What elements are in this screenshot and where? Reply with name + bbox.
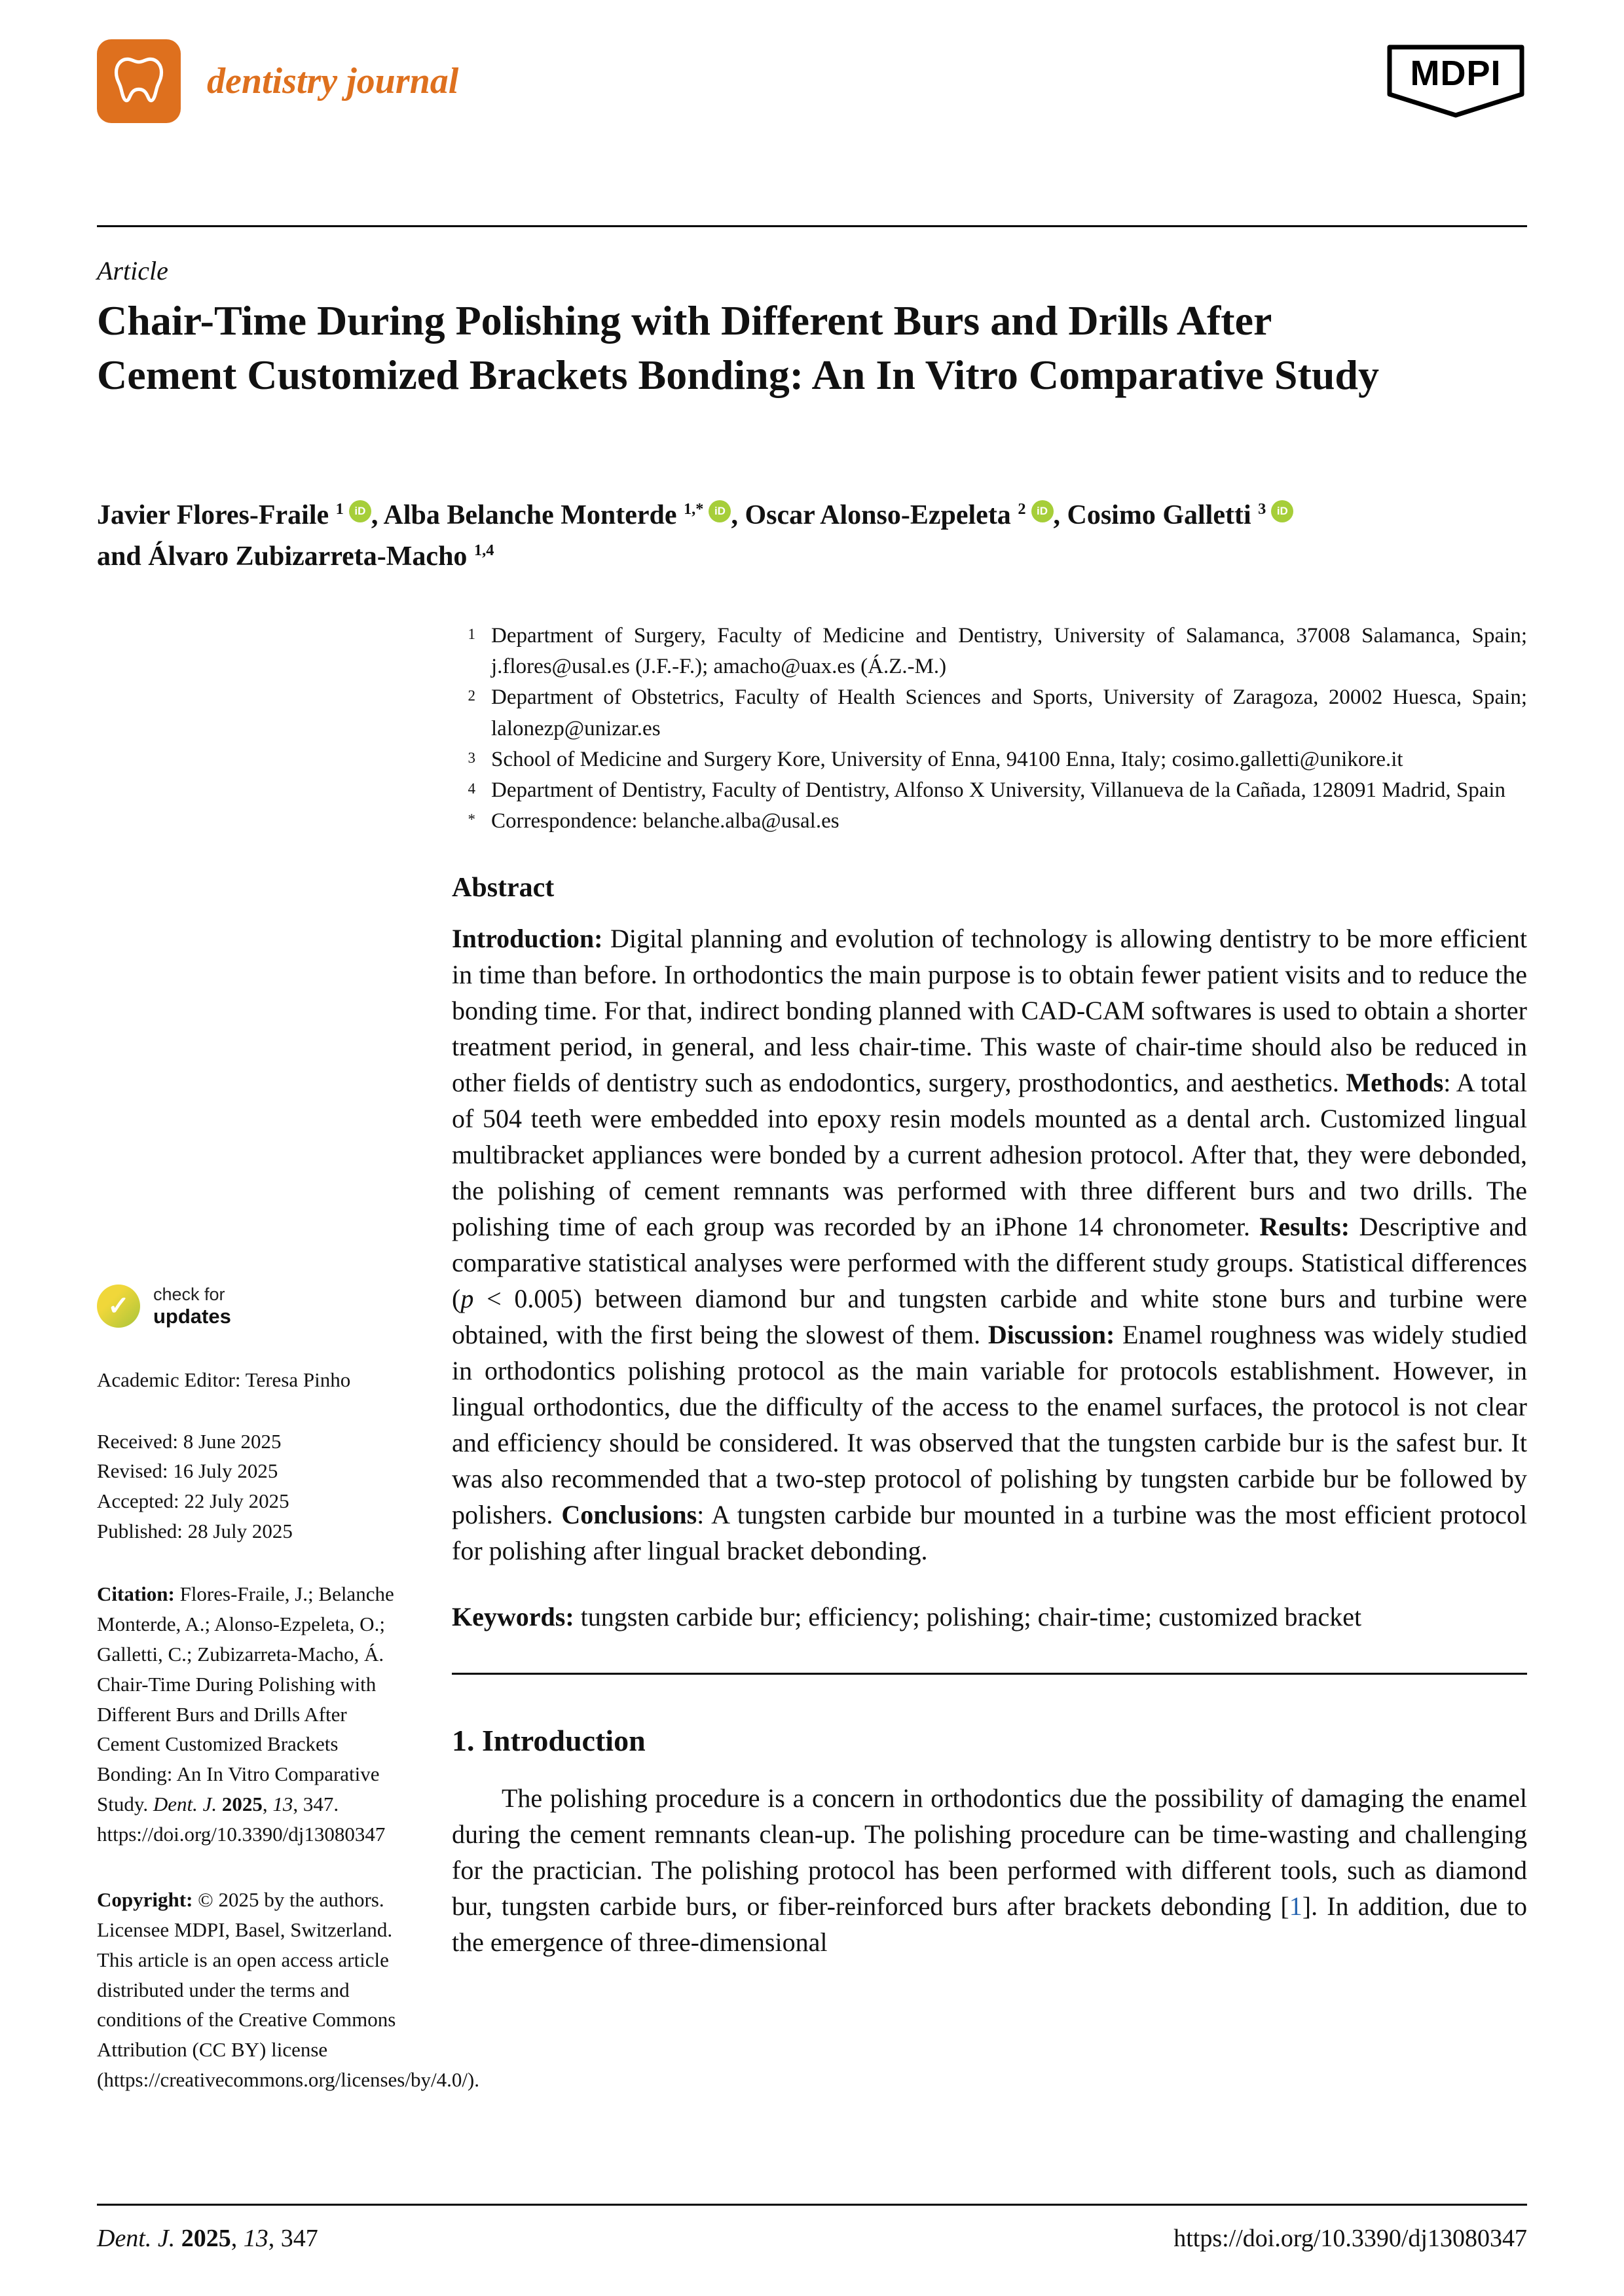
checkmark-icon: ✓ <box>97 1285 140 1328</box>
authors-line: Javier Flores-Fraile $^1$ iD , Alba Belanche Monterde $^{1,*}$ iD , Oscar Alonso-Ezpeleta $^2$ iD , Cosimo Galletti $^3$ iD and Álvaro Zubizarreta-Macho $^{1,4}$ <box>97 495 1524 577</box>
main-column <box>452 621 1527 1960</box>
journal-name: dentistry journal <box>207 61 459 101</box>
header-divider <box>97 225 1527 227</box>
page-footer <box>97 2204 1527 2253</box>
correspondence-row <box>452 806 1527 837</box>
mdpi-logo[interactable] <box>1384 42 1527 120</box>
affiliation-text: Department of Surgery, Faculty of Medicine and Dentistry, University of Salamanca, 37008 Salamanca, Spain; j.flores@usal.es (J.F.-F.); amacho@uax.es (Á.Z.-M.) <box>491 624 1527 679</box>
affiliation-text: Department of Dentistry, Faculty of Dentistry, Alfonso X University, Villanueva de la Cañada, 128091 Madrid, Spain <box>491 778 1506 802</box>
tooth-icon <box>109 50 169 113</box>
section-divider <box>452 1673 1527 1675</box>
orcid-icon[interactable]: iD <box>349 500 371 522</box>
affiliation-marker: 4 <box>468 780 475 797</box>
affiliation-text: School of Medicine and Surgery Kore, University of Enna, 94100 Enna, Italy; cosimo.galletti@unikore.it <box>491 747 1403 771</box>
affiliation-text: Department of Obstetrics, Faculty of Health Sciences and Sports, University of Zaragoza, 20002 Huesca, Spain; lalonezp@unizar.es <box>491 685 1527 740</box>
received-date: Received: 8 June 2025 <box>97 1429 282 1453</box>
check-for-updates-badge[interactable] <box>97 1285 411 1328</box>
copyright-block: Copyright: © 2025 by the authors. Licensee MDPI, Basel, Switzerland. This article is an open access article distributed under the terms and conditions of the Creative Commons Attribution (CC BY) license (https://creativecommons.org/licenses/by/4.0/). <box>97 1887 480 2092</box>
affiliation-row <box>452 744 1527 775</box>
page-title: Chair-Time During Polishing with Different Burs and Drills After Cement Customized Brackets Bonding: An In Vitro Comparative Study <box>97 297 1379 399</box>
section-heading-introduction: 1. Introduction <box>452 1724 646 1758</box>
affiliation-marker: 3 <box>468 749 475 766</box>
affiliation-row <box>452 682 1527 744</box>
reference-link[interactable]: 1 <box>1289 1891 1302 1922</box>
orcid-icon[interactable]: iD <box>1031 500 1054 522</box>
published-date: Published: 28 July 2025 <box>97 1520 293 1543</box>
journal-citation: Dent. J. 2025, 13, 347 <box>97 2225 318 2252</box>
affiliation-marker: 1 <box>468 626 475 642</box>
citation-block: Citation: Flores-Fraile, J.; Belanche Monterde, A.; Alonso-Ezpeleta, O.; Galletti, C.; Zubizarreta-Macho, Á. Chair-Time During Polishing with Different Burs and Drills After Cement Customized Brackets Bonding: An In Vitro Comparative Study. Dent. J. 2025, 13, 347. https://doi.org/10.3390/dj13080347 <box>97 1582 394 1846</box>
sidebar <box>97 1285 480 2095</box>
doi-link[interactable]: https://doi.org/10.3390/dj13080347 <box>1173 2225 1527 2252</box>
revised-date: Revised: 16 July 2025 <box>97 1459 278 1483</box>
orcid-icon[interactable]: iD <box>1271 500 1293 522</box>
affiliation-row <box>452 621 1527 682</box>
academic-editor: Academic Editor: Teresa Pinho <box>97 1368 351 1391</box>
introduction-paragraph: The polishing procedure is a concern in orthodontics due the possibility of damaging the enamel during the cement remnants clean-up. The polishing procedure can be time-wasting and challenging for the practician. The polishing protocol has been performed with different tools, such as diamond bur, tungsten carbide burs, or fiber-reinforced burs after brackets debonding [1]. In addition, due to the emergence of three-dimensional <box>452 1783 1527 1958</box>
affiliation-row <box>452 775 1527 806</box>
history-dates <box>97 1427 411 1547</box>
check-for-label: check for <box>153 1285 225 1304</box>
orcid-icon[interactable]: iD <box>709 500 731 522</box>
article-type-label: Article <box>97 256 168 285</box>
accepted-date: Accepted: 22 July 2025 <box>97 1489 289 1513</box>
updates-label: updates <box>153 1305 231 1328</box>
affiliation-marker: 2 <box>468 687 475 704</box>
journal-logo <box>97 39 181 123</box>
correspondence-text[interactable]: Correspondence: belanche.alba@usal.es <box>491 809 840 833</box>
check-for-updates-label <box>153 1285 231 1328</box>
abstract-text: Introduction: Digital planning and evolution of technology is allowing dentistry to be more efficient in time than before. In orthodontics the main purpose is to obtain fewer patient visits and to reduce the bonding time. For that, indirect bonding planned with CAD-CAM softwares is used to obtain a shorter treatment period, in general, and less chair-time. This waste of chair-time should also be reduced in other fields of dentistry such as endodontics, surgery, prosthodontics, and aesthetics. Methods: A total of 504 teeth were embedded into epoxy resin models mounted as a dental arch. Customized lingual multibracket appliances were bonded by a current adhesion protocol. After that, they were debonded, the polishing of cement remnants was performed with three different burs and two drills. The polishing time of each group was recorded by an iPhone 14 chronometer. Results: Descriptive and comparative statistical analyses were performed with the different study groups. Statistical differences (p < 0.005) between diamond bur and tungsten carbide and white stone burs and turbine were obtained, with the first being the slowest of them. Discussion: Enamel roughness was widely studied in orthodontics polishing protocol as the main variable for protocols establishment. However, in lingual orthodontics, due the difficulty of the access to the enamel surfaces, the protocol is not clear and efficiency should be considered. It was observed that the tungsten carbide bur is the safest bur. It was also recommended that a two-step protocol of polishing by tungsten carbide bur be followed by polishers. Conclusions: A tungsten carbide bur mounted in a turbine was the most efficient protocol for polishing after lingual bracket debonding. <box>452 924 1527 1566</box>
mdpi-wordmark: MDPI <box>1410 54 1502 93</box>
abstract-heading: Abstract <box>452 873 555 903</box>
correspondence-marker: * <box>468 811 475 828</box>
keywords-line: Keywords: tungsten carbide bur; efficiency; polishing; chair-time; customized bracket <box>452 1602 1362 1632</box>
